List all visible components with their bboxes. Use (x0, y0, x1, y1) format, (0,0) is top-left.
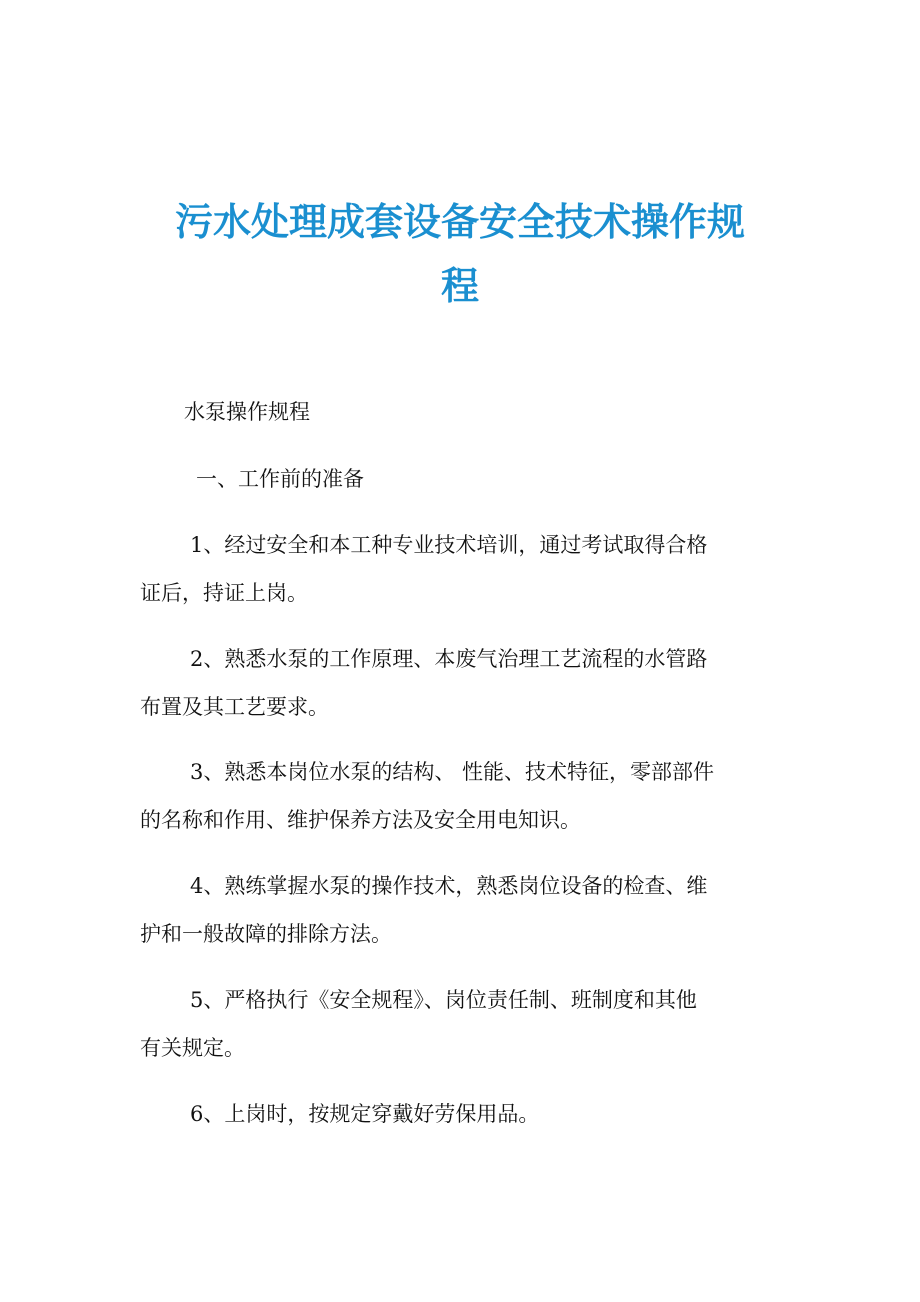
list-item-line-1: 6、上岗时，按规定穿戴好劳保用品。 (190, 1102, 540, 1126)
list-item (140, 862, 780, 958)
list-item-line-2: 有关规定。 (140, 1036, 245, 1060)
list-item-line-2: 证后，持证上岗。 (140, 581, 308, 605)
list-item-line-2: 护和一般故障的排除方法。 (140, 922, 392, 946)
list-item-line-2: 的名称和作用、维护保养方法及安全用电知识。 (140, 808, 581, 832)
list-item-line-1: 1、经过安全和本工种专业技术培训，通过考试取得合格 (190, 533, 708, 557)
list-item (140, 521, 780, 617)
list-item-line-1: 4、熟练掌握水泵的操作技术，熟悉岗位设备的检查、维 (190, 874, 708, 898)
list-item (140, 748, 780, 844)
list-item (140, 976, 780, 1072)
list-item-line-1: 2、熟悉水泵的工作原理、本废气治理工艺流程的水管路 (190, 647, 708, 671)
subsection-heading: 一、工作前的准备 (196, 467, 364, 491)
list-item (140, 1090, 780, 1138)
list-item-line-1: 3、熟悉本岗位水泵的结构、 性能、技术特征，零部部件 (190, 760, 715, 784)
title-line-1: 污水处理成套设备安全技术操作规 (174, 200, 745, 244)
section-heading: 水泵操作规程 (184, 400, 310, 424)
title-line-2: 程 (440, 264, 479, 308)
list-item-line-2: 布置及其工艺要求。 (140, 695, 329, 719)
document-title (140, 190, 780, 318)
list-item (140, 635, 780, 731)
list-item-line-1: 5、严格执行《安全规程》、岗位责任制、班制度和其他 (190, 988, 697, 1012)
